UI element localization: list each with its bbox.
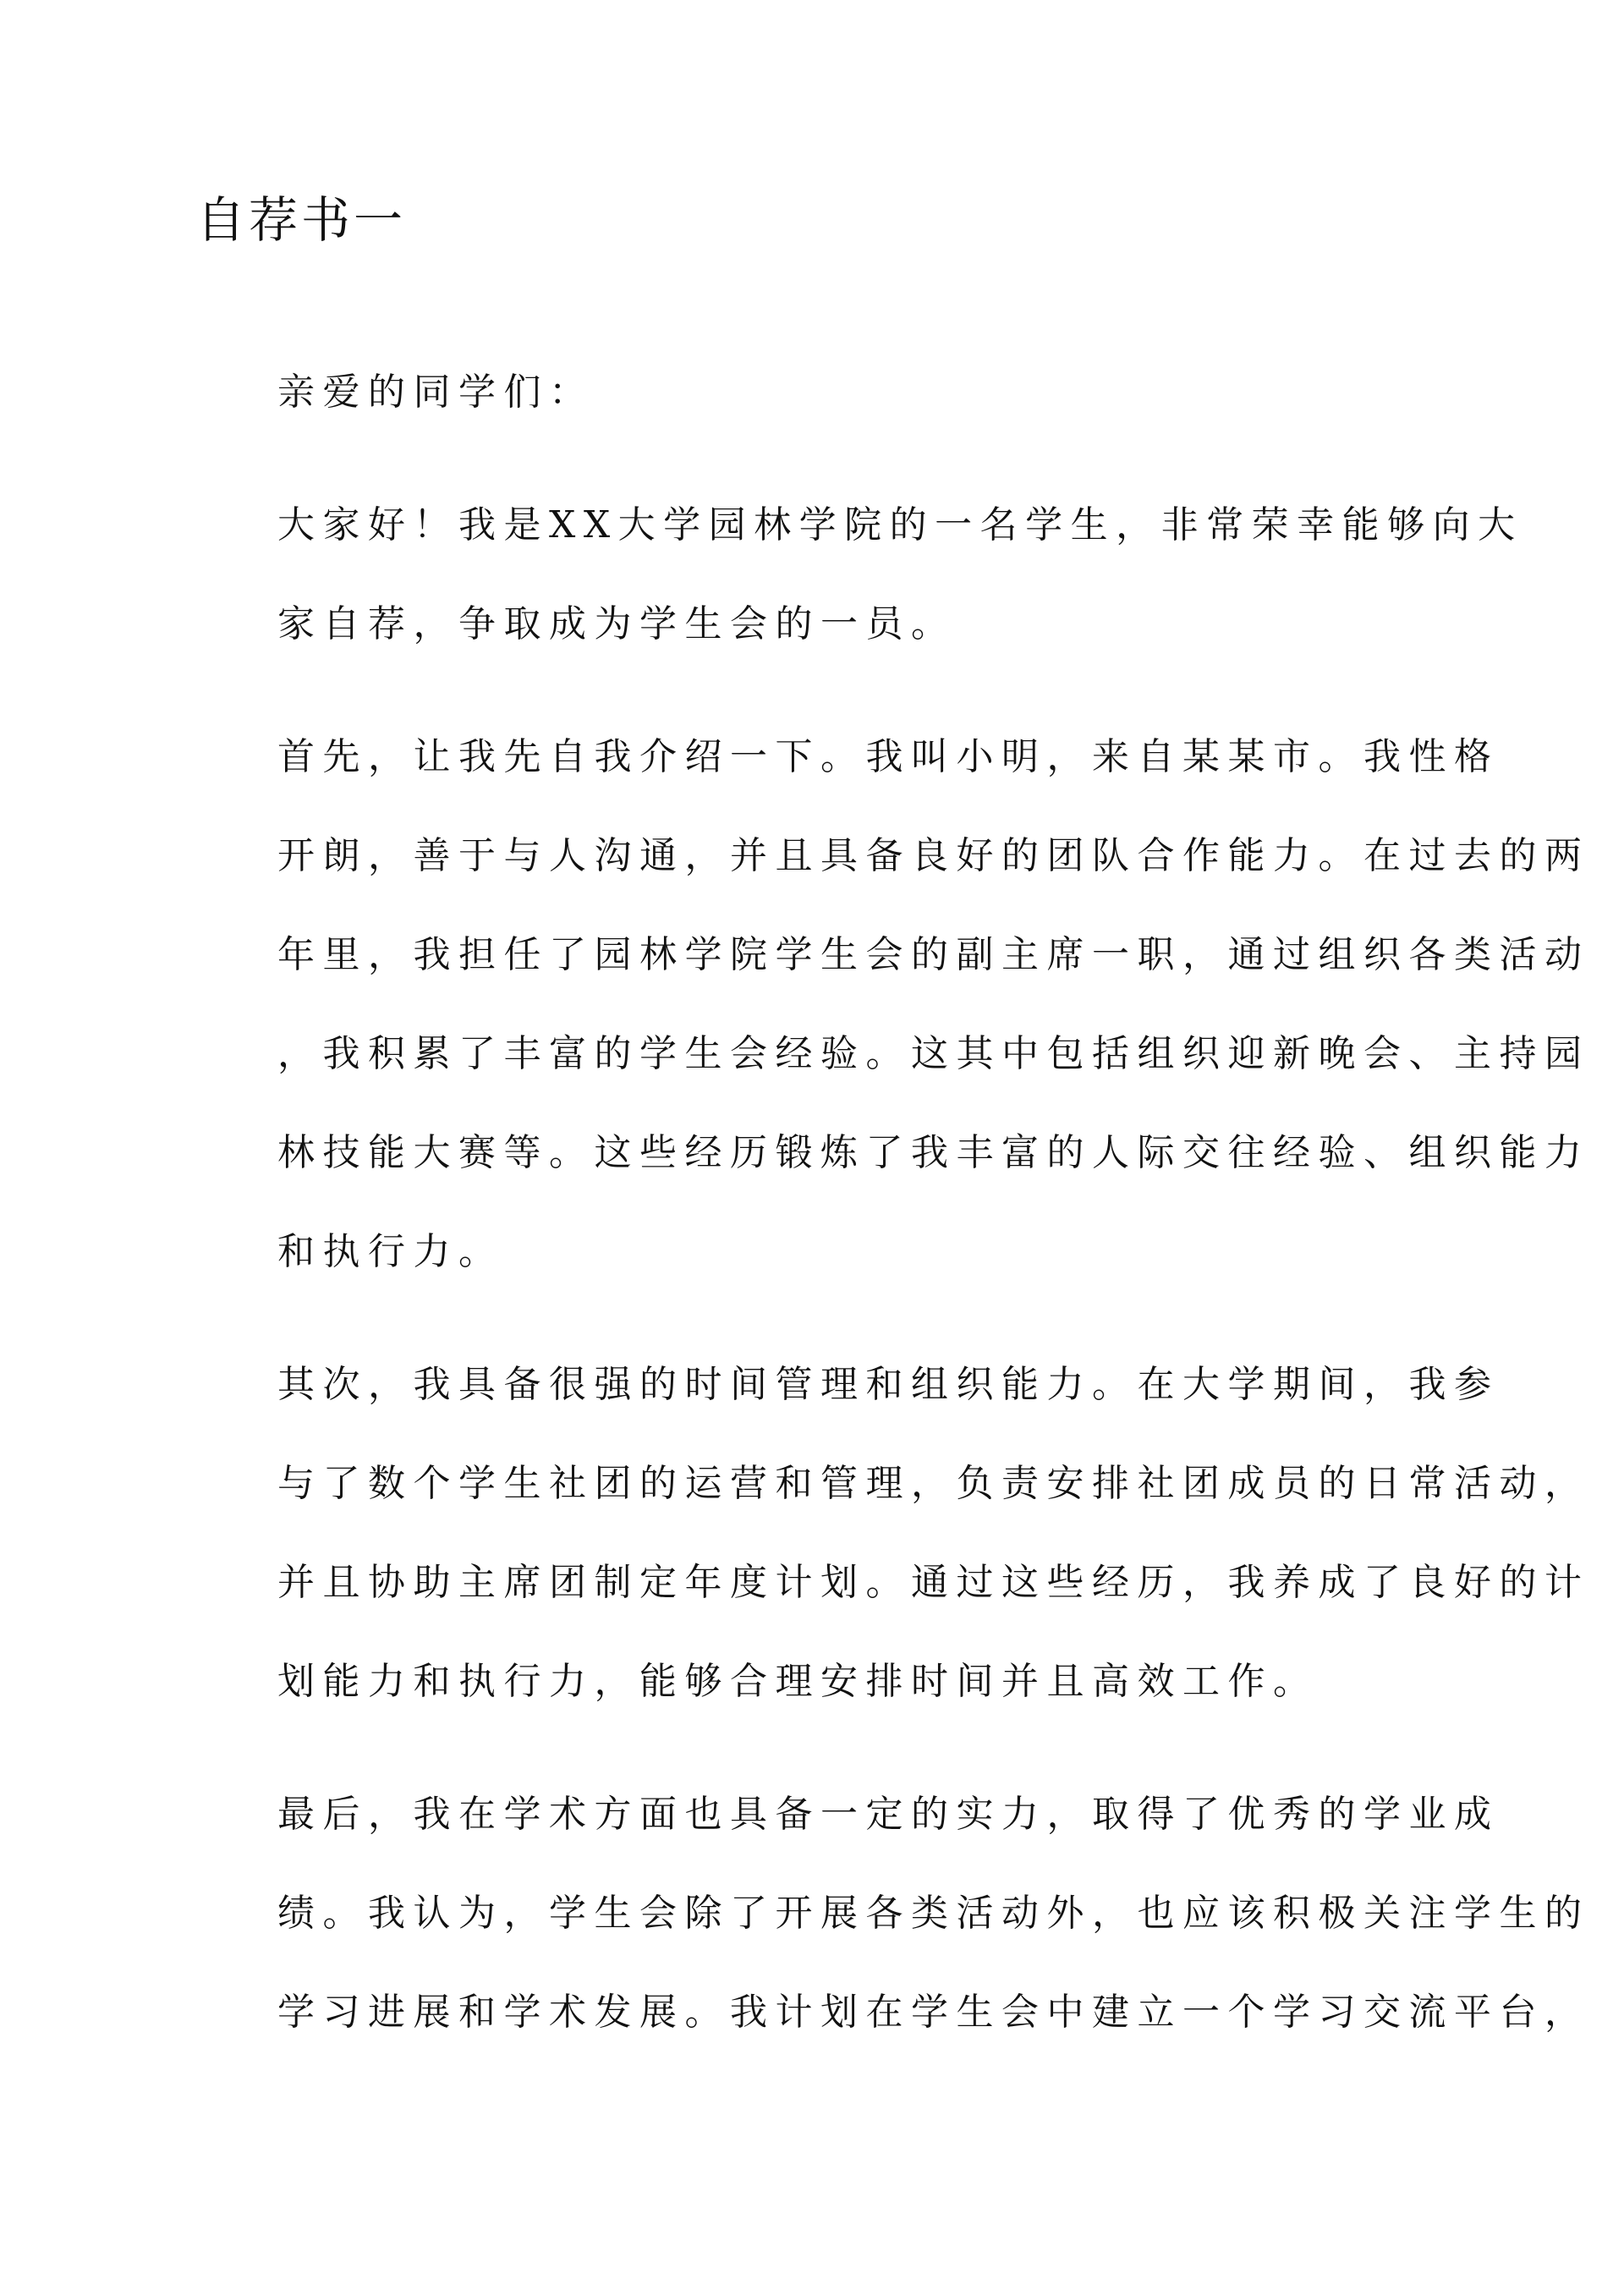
document-title: 自荐书一 (196, 191, 407, 249)
paragraph-line: ，我积累了丰富的学生会经验。这其中包括组织迎新晚会、主持园 (277, 1032, 1590, 1075)
paragraph-line: 与了数个学生社团的运营和管理，负责安排社团成员的日常活动， (277, 1462, 1590, 1505)
document-body (196, 343, 1590, 2096)
paragraph-line: 划能力和执行力，能够合理安排时间并且高效工作。 (277, 1660, 1319, 1703)
paragraph-line: 首先，让我先自我介绍一下。我叫小明，来自某某市。我性格 (277, 735, 1500, 778)
paragraph-line: 绩。我认为，学生会除了开展各类活动外，也应该积极关注学生的 (277, 1892, 1590, 1935)
paragraph-line: 大家好！我是XX大学园林学院的一名学生，非常荣幸能够向大 (277, 503, 1523, 547)
paragraph-line: 家自荐，争取成为学生会的一员。 (277, 602, 957, 645)
paragraph-line: 学习进展和学术发展。我计划在学生会中建立一个学习交流平台， (277, 1991, 1590, 2034)
paragraph-third (196, 1765, 1590, 2062)
paragraph-intro (196, 475, 1523, 673)
paragraph-line: 开朗，善于与人沟通，并且具备良好的团队合作能力。在过去的两 (277, 834, 1590, 877)
paragraph-line: 并且协助主席团制定年度计划。通过这些经历，我养成了良好的计 (277, 1561, 1590, 1604)
paragraph-line: 林技能大赛等。这些经历锻炼了我丰富的人际交往经验、组织能力 (277, 1131, 1590, 1174)
greeting (196, 343, 1436, 442)
paragraph-line: 其次，我具备很强的时间管理和组织能力。在大学期间，我参 (277, 1363, 1500, 1406)
paragraph-first (196, 707, 1590, 1301)
paragraph-line: 最后，我在学术方面也具备一定的实力，取得了优秀的学业成 (277, 1793, 1500, 1836)
paragraph-second (196, 1335, 1590, 1731)
paragraph-line: 年里，我担任了园林学院学生会的副主席一职，通过组织各类活动 (277, 933, 1590, 976)
paragraph-line: 和执行力。 (277, 1230, 504, 1273)
greeting-line: 亲爱的同学们： (277, 371, 595, 414)
